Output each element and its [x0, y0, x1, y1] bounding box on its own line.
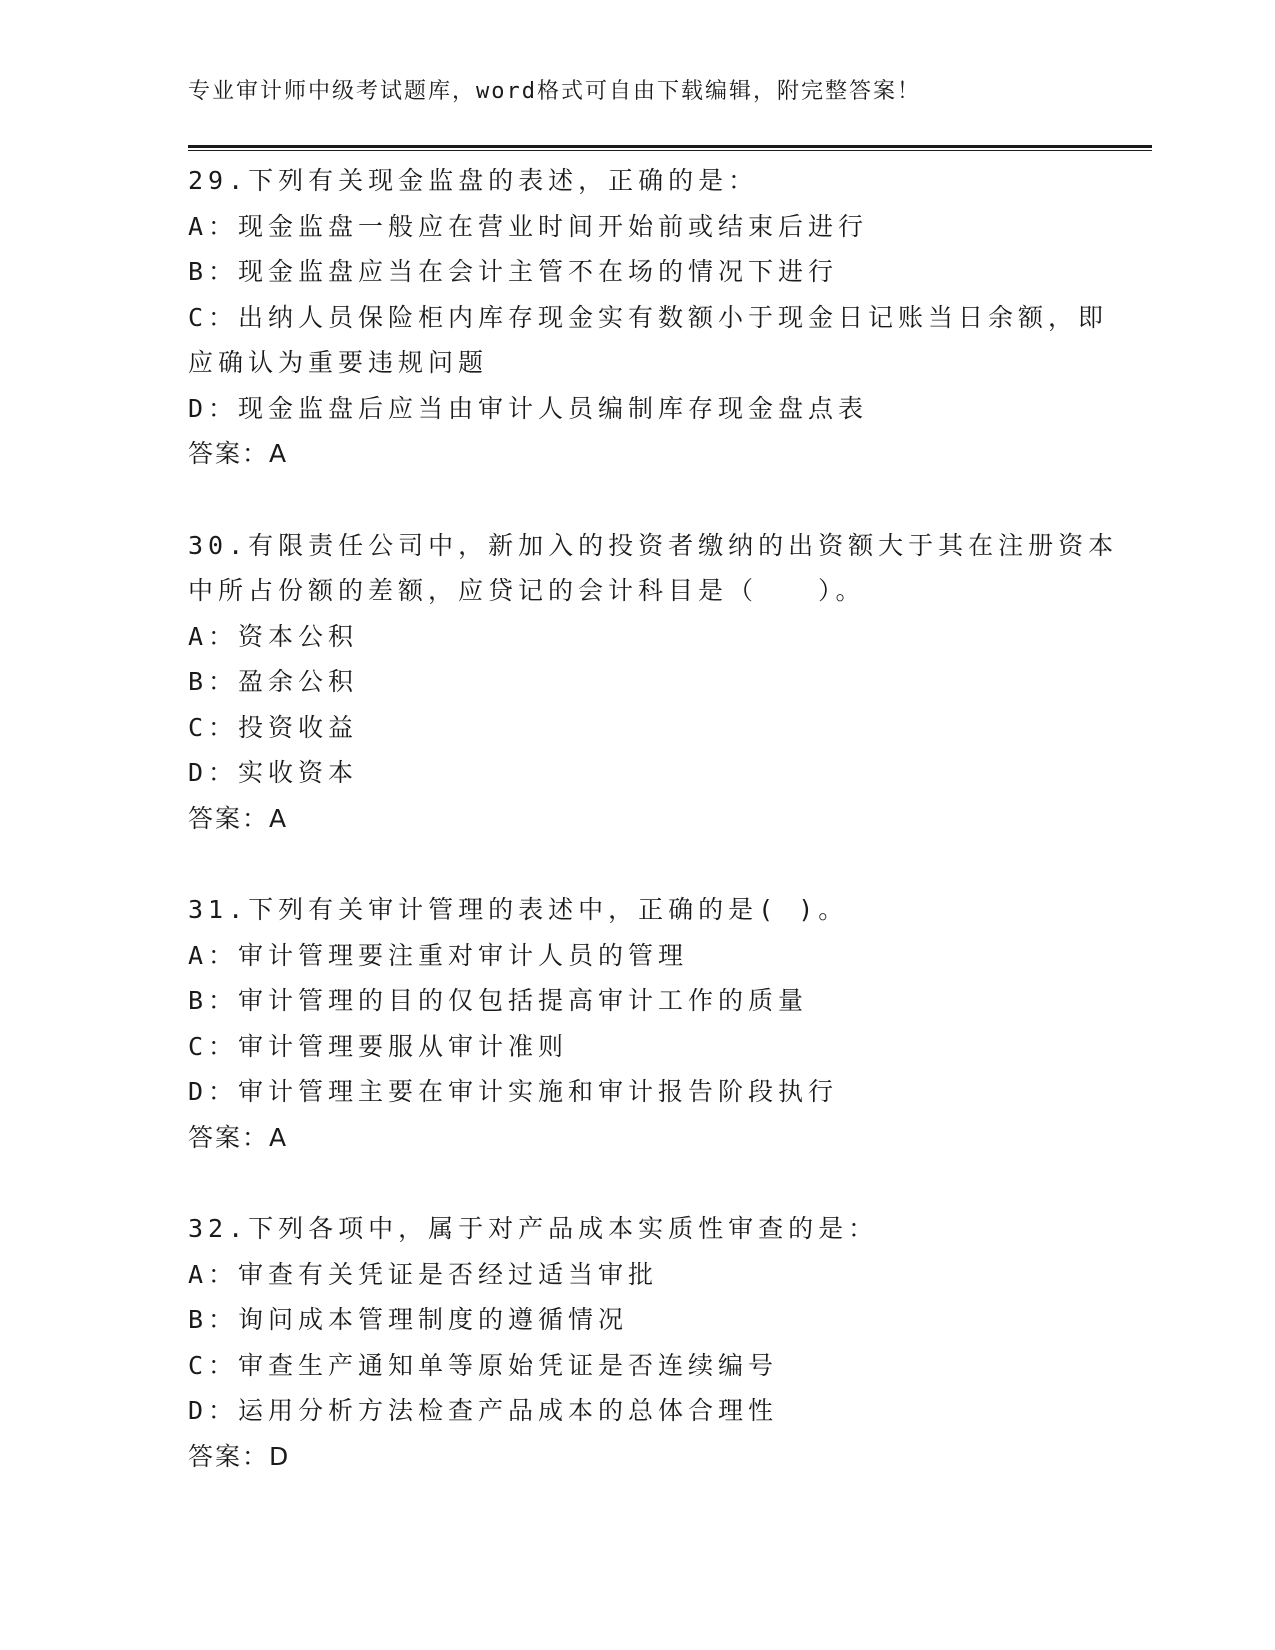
header-rule-thin: [188, 150, 1152, 151]
option-c-continued: 应确认为重要违规问题: [188, 348, 489, 377]
question-list: [188, 158, 1119, 1525]
option-c: C：审计管理要服从审计准则: [188, 1031, 569, 1061]
answer: 答案：A: [188, 439, 289, 468]
option-a: A：资本公积: [188, 621, 359, 651]
option-d: D：现金监盘后应当由审计人员编制库存现金盘点表: [188, 393, 869, 423]
question-32: [188, 1206, 1088, 1479]
question-31: [188, 887, 1088, 1160]
answer: 答案：A: [188, 1122, 289, 1152]
option-a: A：现金监盘一般应在营业时间开始前或结束后进行: [188, 211, 869, 241]
question-stem: 31.下列有关审计管理的表述中，正确的是( )。: [188, 895, 849, 924]
question-stem: 32.下列各项中，属于对产品成本实质性审查的是：: [188, 1214, 879, 1243]
option-c: C：审查生产通知单等原始凭证是否连续编号: [188, 1350, 779, 1380]
option-c: C：投资收益: [188, 712, 359, 742]
option-a: A：审查有关凭证是否经过适当审批: [188, 1259, 659, 1289]
option-a: A：审计管理要注重对审计人员的管理: [188, 940, 689, 970]
question-29: [188, 158, 1109, 477]
question-stem: 29.下列有关现金监盘的表述，正确的是：: [188, 166, 759, 195]
option-b: B：盈余公积: [188, 667, 359, 696]
question-30: [188, 523, 1119, 842]
option-b: B：询问成本管理制度的遵循情况: [188, 1305, 629, 1334]
option-c: C：出纳人员保险柜内库存现金实有数额小于现金日记账当日余额，即: [188, 302, 1109, 332]
answer: 答案：D: [188, 1441, 291, 1471]
question-stem: 30.有限责任公司中，新加入的投资者缴纳的出资额大于其在注册资本: [188, 530, 1119, 560]
option-d: D：实收资本: [188, 758, 359, 787]
option-d: D：审计管理主要在审计实施和审计报告阶段执行: [188, 1077, 839, 1106]
option-d: D：运用分析方法检查产品成本的总体合理性: [188, 1396, 779, 1425]
answer: 答案：A: [188, 803, 289, 833]
option-b: B：现金监盘应当在会计主管不在场的情况下进行: [188, 257, 839, 286]
header-rule-thick: [188, 145, 1152, 148]
question-stem-continued: 中所占份额的差额，应贷记的会计科目是（ ）。: [188, 576, 866, 605]
page-header: 专业审计师中级考试题库，word格式可自由下载编辑，附完整答案！: [188, 79, 921, 104]
option-b: B：审计管理的目的仅包括提高审计工作的质量: [188, 986, 809, 1015]
